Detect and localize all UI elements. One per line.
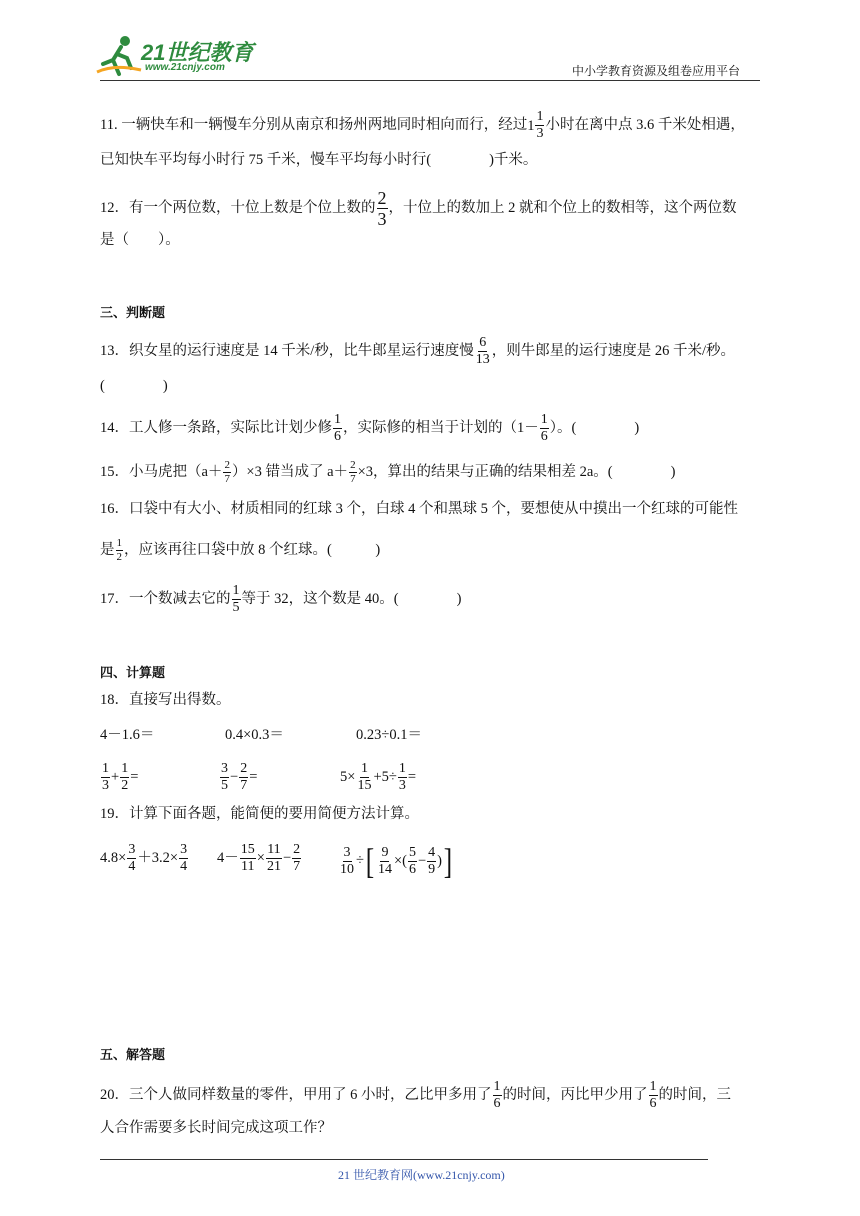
num: 15	[240, 842, 255, 857]
q14-line	[100, 413, 639, 444]
den: 15	[357, 778, 372, 793]
num: 9	[381, 844, 389, 860]
section-4-heading: 四、计算题	[100, 665, 166, 680]
q19-problem-1	[100, 843, 189, 874]
q18-f1-b	[120, 762, 129, 793]
q11-num: 1	[536, 109, 544, 124]
footer-text: 21 世纪教育网(www.21cnjy.com)	[338, 1168, 505, 1182]
num: 3	[221, 761, 228, 776]
q16-line2	[100, 538, 380, 563]
q14-den: 6	[334, 429, 341, 444]
q14-text-c: ）。( )	[549, 419, 640, 436]
den: 14	[377, 861, 392, 877]
den: 2	[121, 778, 129, 793]
q13-line1	[100, 336, 735, 367]
q19-title: 19．计算下面各题，能简便的要用简便方法计算。	[100, 806, 419, 822]
q20-text-c: 的时间，三	[658, 1086, 731, 1103]
middle: +5÷	[373, 768, 397, 785]
q13-num: 6	[479, 335, 487, 350]
den: 11	[241, 859, 255, 874]
logo	[95, 34, 260, 78]
den: 6	[408, 861, 416, 877]
q20-line2: 人合作需要多长时间完成这项工作？	[100, 1120, 332, 1136]
den: 7	[240, 778, 248, 793]
q16-text-a: 是	[100, 541, 115, 558]
q12-text-a: 12．有一个两位数，十位上数是个位上数的	[100, 199, 376, 216]
text: 4－	[217, 849, 239, 866]
num: 1	[398, 761, 406, 776]
q17-den: 5	[232, 600, 240, 615]
runner-logo-icon	[95, 34, 145, 78]
q12-line2: 是（ ）。	[100, 232, 180, 248]
minus: −	[282, 849, 292, 866]
q20-den2: 6	[649, 1096, 657, 1111]
q20-num: 1	[493, 1079, 501, 1094]
q18-f3-a	[356, 762, 372, 793]
q15-text-c: ×3，算出的结果与正确的结果相差 2a。( )	[357, 463, 676, 480]
q19-problem-3	[338, 843, 454, 879]
section-5-heading: 五、解答题	[100, 1047, 166, 1062]
q18-f1-a	[101, 762, 110, 793]
q19-p3-frac-1	[339, 846, 355, 877]
q14-fraction-2	[540, 413, 549, 444]
q20-fraction-2	[649, 1080, 658, 1111]
equals: =	[407, 768, 417, 785]
num: 3	[180, 842, 188, 857]
q15-text-b: ）×3 错当成了 a＋	[231, 463, 349, 480]
q14-num: 1	[334, 412, 341, 427]
q20-text-b: 的时间，丙比甲少用了	[502, 1086, 648, 1103]
q19-p2-frac-2	[266, 843, 282, 874]
num: 1	[102, 761, 109, 776]
logo-url: www.21cnjy.com	[145, 62, 225, 73]
operator: +	[111, 768, 120, 785]
q12-text-b: ，十位上的数加上 2 就和个位上的数相等，这个两位数	[388, 199, 737, 216]
num: 2	[293, 842, 301, 857]
q15-text-a: 15．小马虎把（a＋	[100, 463, 223, 480]
q19-p2-frac-3	[292, 843, 301, 874]
equals: =	[130, 768, 139, 785]
q11-line2: 已知快车平均每小时行 75 千米，慢车平均每小时行( )千米。	[100, 152, 538, 168]
num: 2	[240, 761, 248, 776]
num: 11	[267, 842, 281, 857]
q17-line	[100, 584, 461, 615]
q16-fraction	[116, 538, 124, 563]
q17-num: 1	[232, 583, 240, 598]
divide: ÷	[356, 852, 364, 869]
num: 3	[343, 844, 351, 860]
q11-fraction	[535, 110, 544, 141]
q13-text-b: ，则牛郎星的运行速度是 26 千米/秒。	[491, 342, 736, 359]
q12-line1	[100, 189, 737, 228]
num: 3	[128, 842, 136, 857]
den: 3	[398, 778, 406, 793]
q20-fraction-1	[493, 1080, 502, 1111]
left-bracket: [	[365, 841, 375, 881]
q12-fraction	[377, 189, 388, 228]
q17-text-a: 17．一个数减去它的	[100, 590, 231, 607]
q13-fraction	[475, 336, 491, 367]
q16-den: 2	[116, 551, 122, 563]
q14-fraction-1	[333, 413, 342, 444]
q18-f2-a	[220, 762, 229, 793]
q17-fraction	[232, 584, 241, 615]
q20-num2: 1	[649, 1079, 657, 1094]
q14-den2: 6	[540, 429, 548, 444]
q11-mixed-number	[527, 110, 545, 141]
q15-num: 2	[224, 459, 230, 471]
right-bracket: ]	[443, 841, 453, 881]
num: 5	[408, 844, 416, 860]
den: 9	[428, 861, 436, 877]
header-rule	[100, 80, 760, 81]
q11-line1	[100, 110, 745, 141]
q19-p1-frac-2	[179, 843, 188, 874]
q15-fraction-2	[349, 460, 357, 485]
q20-text-a: 20．三个人做同样数量的零件，甲用了 6 小时，乙比甲多用了	[100, 1086, 492, 1103]
q16-text-b: ，应该再往口袋中放 8 个红球。( )	[124, 541, 381, 558]
q13-den: 13	[475, 352, 490, 367]
den: 10	[340, 861, 354, 877]
prefix: 5×	[340, 768, 356, 785]
q18-frac-expr-2	[219, 762, 257, 793]
text: ＋3.2×	[137, 849, 179, 866]
q20-line1	[100, 1080, 731, 1111]
q12-num: 2	[377, 188, 387, 208]
q17-text-b: 等于 32，这个数是 40。( )	[241, 590, 462, 607]
q16-num: 1	[116, 537, 122, 549]
den: 3	[102, 778, 109, 793]
q15-num2: 2	[350, 459, 356, 471]
den: 4	[128, 859, 136, 874]
q15-den2: 7	[350, 473, 356, 485]
q15-fraction-1	[223, 460, 231, 485]
header-right-text: 中小学教育资源及组卷应用平台	[572, 64, 741, 78]
right-paren: )	[437, 853, 443, 869]
q12-den: 3	[377, 209, 387, 229]
num: 1	[360, 761, 368, 776]
logo-text: 21世纪教育	[141, 40, 254, 65]
section-3-heading: 三、判断题	[100, 305, 166, 320]
q19-p1-frac-1	[127, 843, 136, 874]
q11-den: 3	[536, 126, 544, 141]
q19-p3-frac-4	[427, 846, 436, 877]
q11-whole: 1	[527, 117, 535, 134]
q20-den: 6	[493, 1096, 501, 1111]
footer-rule	[100, 1159, 708, 1160]
minus: −	[417, 853, 427, 869]
times-paren: ×(	[393, 853, 407, 869]
den: 4	[180, 859, 188, 874]
den: 5	[221, 778, 228, 793]
q14-text-b: ，实际修的相当于计划的（1－	[343, 419, 539, 436]
text: 4.8×	[100, 849, 127, 866]
q11-text-a: 11. 一辆快车和一辆慢车分别从南京和扬州两地同时相向而行，经过	[100, 116, 528, 133]
q18-frac-expr-1	[100, 762, 138, 793]
q14-text-a: 14．工人修一条路，实际比计划少修	[100, 419, 332, 436]
operator: −	[230, 768, 239, 785]
q18-title: 18．直接写出得数。	[100, 692, 231, 708]
den: 7	[293, 859, 301, 874]
q13-text-a: 13．织女星的运行速度是 14 千米/秒，比牛郎星运行速度慢	[100, 342, 474, 359]
num: 4	[428, 844, 436, 860]
q19-problem-2	[217, 843, 302, 874]
q15-den: 7	[224, 473, 230, 485]
q18-expr-2: 0.4×0.3＝	[225, 727, 284, 743]
num: 1	[121, 761, 129, 776]
times: ×	[256, 849, 265, 866]
q13-line2: ( )	[100, 378, 168, 394]
q11-text-b: 小时在离中点 3.6 千米处相遇，	[545, 116, 745, 133]
q18-f2-b	[239, 762, 248, 793]
q18-expr-3: 0.23÷0.1＝	[356, 727, 422, 743]
q19-p3-bracket-group	[364, 843, 454, 879]
den: 21	[266, 859, 281, 874]
q19-p3-frac-2	[377, 846, 393, 877]
q18-expr-1: 4－1.6＝	[100, 727, 155, 743]
q15-line	[100, 460, 675, 485]
q19-p2-frac-1	[240, 843, 256, 874]
q18-frac-expr-3	[340, 762, 416, 793]
equals: =	[249, 768, 258, 785]
q14-num2: 1	[540, 412, 548, 427]
q19-p3-frac-3	[408, 846, 417, 877]
q18-f3-b	[398, 762, 407, 793]
q16-line1: 16．口袋中有大小、材质相同的红球 3 个，白球 4 个和黑球 5 个，要想使从中摸出一个红球的可能性	[100, 501, 738, 517]
